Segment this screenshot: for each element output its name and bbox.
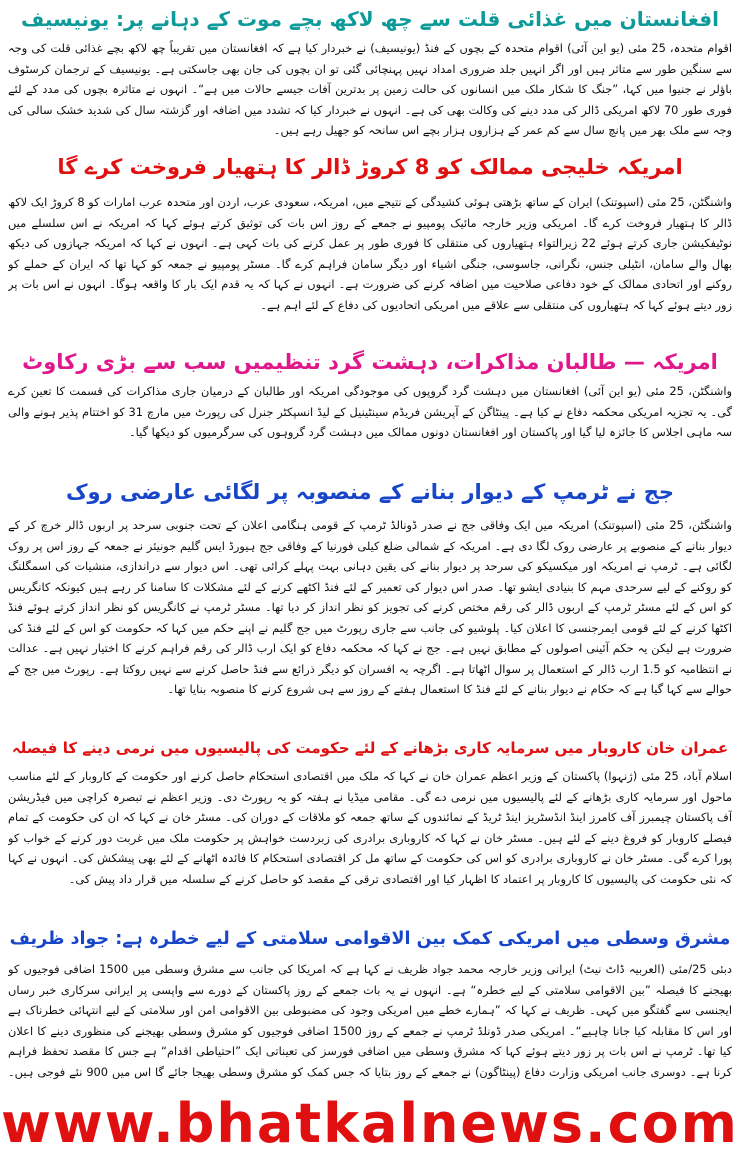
- article-body: واشنگٹن، 25 مئی (یو این آئی) افغانستان میں دہشت گرد گروپوں کی موجودگی امریکہ اور طالبان کے درمیان جاری مذاکرات کی قسمت کا تعین کرے گی۔ یہ تجزیہ امریکی محکمہ دفاع نے کیا ہے۔ پینٹاگن کے آپریشن فریڈم سینٹینیل کے لیڈ انسپکٹر جنرل کی رپورٹ میں مارچ 31 کو اختتام پذیر ہونے والی سہ ماہی اجلاس کا جائزہ لیا گیا اور پاکستان اور افغانستان دونوں ممالک میں دہشت گرد گروہوں کی سرگرمیوں کو دیکھا گیا۔: [8, 384, 732, 439]
- article-body: اسلام آباد، 25 مئی (ژنہوا) پاکستان کے وزیر اعظم عمران خان نے کہا کہ ملک میں اقتصادی استحکام حاصل کرنے اور حکومت کے کاروبار کے لئے مناسب ماحول اور سرمایہ کاری بڑھانے کے لئے پالیسیوں میں نرمی دے گی۔ مقامی میڈیا نے ہفتہ کو یہ رپورٹ دی۔ وزیر اعظم نے تبصرہ کراچی میں فیڈریشن آف پاکستان چیمبرز آف کامرز اینڈ انڈسٹریز اینڈ ٹریڈ کے نمائندوں کے ساتھ جمعہ کو ملاقات کے دوران کی۔ مسٹر خان نے کہا کہ ان کی حکومت کے تمام فیصلے کاروبار کو فروغ دینے کے لئے ہیں۔ مسٹر خان نے کہا کہ کاروباری برادری کی زبردست خواہش پر حکومت ملک میں غربت دور کرنے کے خواب کو پورا کرے گی۔ مسٹر خان نے کاروباری برادری کو اس کی حکومت کے ساتھ مل کر اقتصادی استحکام کا فائدہ اٹھانے کے لئے بھی پیشکش کی۔ انہوں نے کہا کہ نئی حکومت کی پالیسیوں کا کاروبار پر اعتماد کا اظہار کیا اور اقتصادی ترقی کے مقصد کو حاصل کرنے کے سلسلہ میں قرار داد پیش کی۔: [8, 769, 732, 886]
- article-body: واشنگٹن، 25 مئی (اسپوتنک) ایران کے ساتھ بڑھتی ہوئی کشیدگی کے نتیجے میں، امریکہ، سعودی عرب، اردن اور متحدہ عرب امارات کو 8 کروڑ ایک لاکھ ڈالر کا ہتھیار فروخت کرے گا۔ امریکی وزیر خارجہ مائیک پومپیو نے جمعے کے روز اس بات کی توثیق کرتے ہوئے کہا کہ امریکہ نے اس سلسلے میں نوٹیفکیشن جاری کرتے ہوئے 22 زیرالتواء ہتھیاروں کی منتقلی کا فوری طور پر عمل کرنے کی بات کہی ہے۔ انہوں نے کہا کہ امریکہ جہازوں کی دیکھ بھال والے سامان، انٹیلی جنس، نگرانی، جاسوسی، جنگی اشیاء اور دیگر سامان فراہم کرے گا۔ مسٹر پومپیو نے جمعہ کو کہا تھا کہ ایران کے حملے کو روکنے اور اتحادی ممالک کے خود دفاعی صلاحیت میں اضافہ کرنے کی ضرورت ہے۔ انہوں نے کہا کہ یہ قدم ایک بار کا واقعہ ہوگا۔ انہوں نے اس بات پر زور دیتے ہوئے کہا کہ ہتھیاروں کی منتقلی سے علاقے میں امریکی اتحادیوں کی دفاع کے لئے اہم ہے۔: [8, 195, 732, 312]
- site-url[interactable]: www.bhatkalnews.com: [1, 1092, 739, 1155]
- article-trump-wall-judge: [8, 473, 732, 723]
- article-body: دبئی 25/مئی (العربیہ ڈاٹ نیٹ) ایرانی وزیر خارجہ محمد جواد ظریف نے کہا ہے کہ امریکا کی جانب سے مشرق وسطی میں 1500 اضافی فوجیوں کو بھیجنے کا فیصلہ ”بین الاقوامی سلامتی کے لیے خطرہ“ ہے۔ انہوں نے یہ بات جمعے کے روز پاکستان کے دورے سے واپسی پر ایرانی سرکاری خبر رساں ایجنسی سے گفتگو میں کہی۔ ظریف نے کہا کہ ”ہمارے خطے میں امریکی وجود کی مضبوطی بین الاقوامی امن اور سلامتی کے لیے انتہائی خطرناک ہے اور اس کا مقابلہ کیا جانا چاہیے“۔ امریکی صدر ڈونلڈ ٹرمپ نے جمعے کے روز 1500 اضافی فوجیوں کو مشرق وسطی بھیجنے کی منظوری دینے کا اعلان کیا تھا۔ ٹرمپ نے اس بات پر زور دیتے ہوئے کہا کہ مشرق وسطی میں اضافی فورسز کی تعیناتی ایک ”احتیاطی اقدام“ ہے جس کا مقصد تحفظ فراہم کرنا ہے۔ دوسری جانب امریکی وزارت دفاع (پینٹاگون) نے جمعے کے روز بتایا کہ جس کمک کو مشرق وسطی بھیجا جائے گا اس میں 900 نئے فوجی ہیں۔: [8, 962, 732, 1079]
- article-unicef-afghanistan: [8, 0, 732, 142]
- article-us-taliban-talks: [8, 343, 732, 463]
- article-headline: جج نے ٹرمپ کے دیوار بنانے کے منصوبہ پر لگائی عارضی روک: [66, 480, 674, 504]
- article-headline: امریکہ خلیجی ممالک کو 8 کروڑ ڈالر کا ہتھیار فروخت کرے گا: [57, 155, 683, 179]
- article-body: اقوام متحدہ، 25 مئی (یو این آئی) اقوام متحدہ کے بچوں کے فنڈ (یونیسیف) نے خبردار کیا ہے کہ افغانستان میں تقریباً چھ لاکھ بچے غذائی قلت کی وجہ سے سنگین طور سے متاثر ہیں اور اگر انہیں جلد ضروری امداد نہیں پہنچائی گئی تو ان بچوں کی جان بھی جاسکتی ہے۔ یونیسیف کے ترجمان کرسٹوف باؤلر نے جنیوا میں کہا، ”جنگ کا شکار ملک میں انسانوں کی حالت زمین پر بدترین آفات جیسے حالات میں ہے“۔ انہوں نے متاثرہ بچوں کی مدد کے لئے فوری طور 70 لاکھ امریکی ڈالر کی مدد دینے کی وکالت بھی کی ہے۔ انہوں نے خبردار کیا کہ تشدد میں اضافہ اور گزشتہ سال کی شدید خشک سالی کی وجہ سے ملک بھر میں پانچ سال سے کم عمر کے ہزاروں ہزار بچے اس سانحہ کو جھیل رہے ہیں۔: [8, 41, 732, 137]
- article-zarif-middle-east: [8, 923, 732, 1083]
- article-headline: امریکہ — طالبان مذاکرات، دہشت گرد تنظیمیں سب سے بڑی رکاوٹ: [22, 350, 718, 374]
- article-headline: افغانستان میں غذائی قلت سے چھ لاکھ بچے موت کے دہانے پر: یونیسیف: [21, 7, 719, 31]
- article-imran-khan-business: [8, 732, 732, 922]
- footer-banner: [0, 1085, 740, 1162]
- article-headline: عمران خان کاروبار میں سرمایہ کاری بڑھانے کے لئے حکومت کی پالیسیوں میں نرمی دینے کا فیصلہ: [11, 739, 729, 757]
- article-us-gulf-arms: [8, 148, 732, 343]
- article-body: واشنگٹن، 25 مئی (اسپوتنک) امریکہ میں ایک وفاقی جج نے صدر ڈونالڈ ٹرمپ کے قومی ہنگامی اعلان کے تحت جنوبی سرحد پر اربوں ڈالر خرچ کر کے دیوار بنانے کے منصوبے پر عارضی روک لگا دی ہے۔ امریکہ کے شمالی ضلع کیلی فورنیا کے وفاقی جج ہیورڈ ایس گلیم جونیئر نے جمعہ کے روز اس پر روک لگائی ہے۔ ٹرمپ نے امریکہ اور میکسیکو کی سرحد پر دیوار بنانے کی یقین دہانی بہت پہلے کرائی تھی۔ اس دیوار سے دراندازی، منشیات کی اسمگلنگ کو روکنے کے لیے سرحدی مہم کا بنیادی ایشو تھا۔ صدر اس دیوار کی تعمیر کے لئے فنڈ اکٹھے کرنے کے لئے مشکلات کا سامنا کر رہے ہیں کیونکہ کانگریس کو اس کے لئے مسٹر ٹرمپ کے اربوں ڈالر کی رقم مختص کرنے کی تجویز کو نظر انداز کر دیا تھا۔ مسٹر ٹرمپ نے کانگریس کو نظر انداز کرتے ہوئے فنڈ اکٹھا کرنے کے لئے قومی ایمرجنسی کا اعلان کیا۔ پلوشیو کی جانب سے جاری رپورٹ میں جج گلیم نے اپنے حکم میں کہا کہ حکومت کو اس کے لئے فنڈ کی ضرورت ہے لیکن یہ حکم آئینی اصولوں کے مطابق نہیں ہے۔ جج نے کہا کہ محکمہ دفاع کو ایک ارب ڈالر کی رقم فراہم کرنے کا اختیار نہیں ہے۔ عدالت نے انتظامیہ کو 1.5 ارب ڈالر کے استعمال پر سوال اٹھاتا ہے۔ اگرچہ یہ افسران کو دیگر ذرائع سے فنڈ حاصل کرنے سے نہیں روکتا ہے۔ رپورٹ میں جج کے حوالے سے کہا گیا ہے کہ حکام نے دیوار بنانے کے لئے فنڈ کا استعمال ہفتے کے روز سے ہی شروع کرنے کا منصوبہ بنایا تھا۔: [8, 518, 732, 696]
- article-headline: مشرق وسطی میں امریکی کمک بین الاقوامی سلامتی کے لیے خطرہ ہے: جواد ظریف: [9, 929, 731, 949]
